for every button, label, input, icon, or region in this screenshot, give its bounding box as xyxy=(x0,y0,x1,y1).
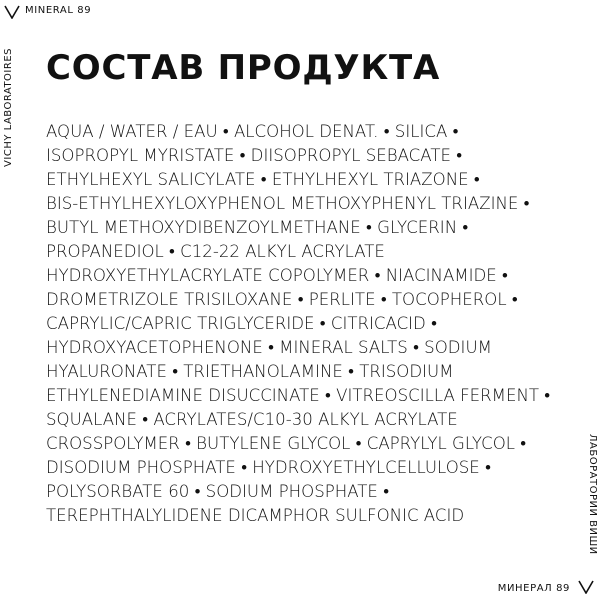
ingredient-line: ISOPROPYL MYRISTATE • DIISOPROPYL SEBACATE • xyxy=(46,146,463,165)
ingredient-line: BIS-ETHYLHEXYLOXYPHENOL METHOXYPHENYL TRIAZINE • xyxy=(46,194,530,213)
ingredient-line: CROSSPOLYMER • BUTYLENE GLYCOL • CAPRYLYL GLYCOL • xyxy=(46,434,527,453)
ingredient-line: TEREPHTHALYLIDENE DICAMPHOR SULFONIC ACID xyxy=(46,506,465,525)
ingredient-line: DISODIUM PHOSPHATE • HYDROXYETHYLCELLULOSE • xyxy=(46,458,491,477)
bottom-brand-label: МИНЕРАЛ 89 xyxy=(497,583,570,594)
ingredient-line: HYALURONATE • TRIETHANOLAMINE • TRISODIUM xyxy=(46,362,454,381)
ingredient-line: HYDROXYACETOPHENONE • MINERAL SALTS • SODIUM xyxy=(46,338,492,357)
page-title: СОСТАВ ПРОДУКТА xyxy=(46,48,441,88)
ingredient-line: CAPRYLIC/CAPRIC TRIGLYCERIDE • CITRICACID • xyxy=(46,314,437,333)
vichy-v-logo-icon xyxy=(4,5,20,19)
right-vertical-brand: ЛАБОРАТОРИИ ВИШИ xyxy=(587,434,598,555)
ingredient-line: BUTYL METHOXYDIBENZOYLMETHANE • GLYCERIN • xyxy=(46,218,469,237)
ingredient-line: POLYSORBATE 60 • SODIUM PHOSPHATE • xyxy=(46,482,389,501)
ingredient-line: ETHYLHEXYL SALICYLATE • ETHYLHEXYL TRIAZONE • xyxy=(46,170,480,189)
ingredient-line: HYDROXYETHYLACRYLATE COPOLYMER • NIACINAMIDE • xyxy=(46,266,508,285)
ingredient-line: PROPANEDIOL • C12-22 ALKYL ACRYLATE xyxy=(46,242,385,261)
ingredient-line: DROMETRIZOLE TRISILOXANE • PERLITE • TOCOPHEROL • xyxy=(46,290,518,309)
vichy-v-logo-icon xyxy=(578,580,594,594)
ingredients-list xyxy=(46,120,566,528)
ingredient-line: ETHYLENEDIAMINE DISUCCINATE • VITREOSCILLA FERMENT • xyxy=(46,386,551,405)
left-vertical-brand: VICHY LABORATOIRES xyxy=(3,48,14,167)
ingredient-line: AQUA / WATER / EAU • ALCOHOL DENAT. • SILICA • xyxy=(46,122,459,141)
ingredient-line: SQUALANE • ACRYLATES/C10-30 ALKYL ACRYLATE xyxy=(46,410,458,429)
top-brand-label: MINERAL 89 xyxy=(25,5,92,16)
